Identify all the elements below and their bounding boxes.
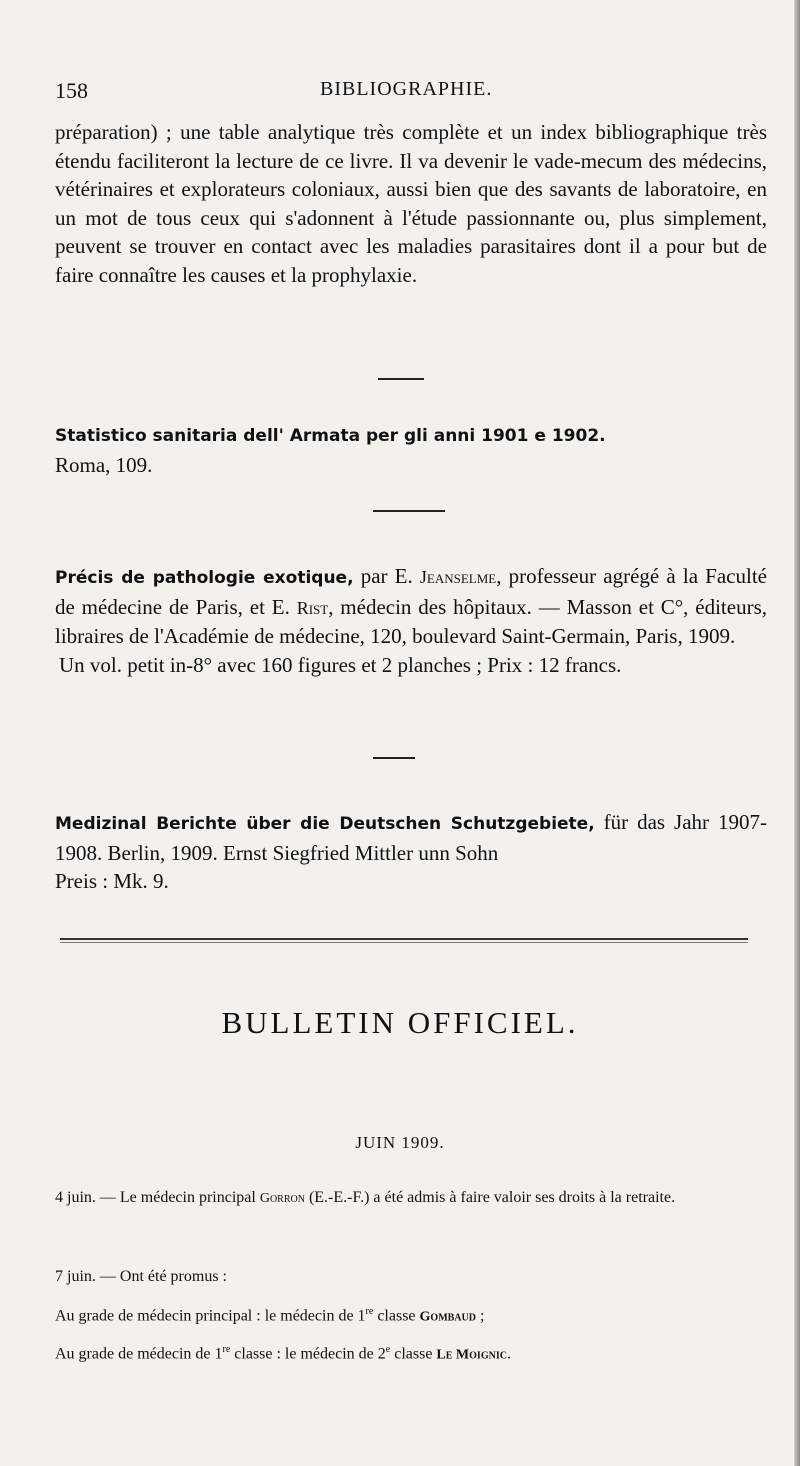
author-name: Jeanselme (419, 567, 497, 587)
person-name: Le Moignic (436, 1347, 507, 1363)
page-header (55, 78, 760, 108)
entry-precis (55, 562, 767, 679)
ordinal-sup: re (222, 1344, 231, 1355)
promotion-2 (55, 1339, 767, 1366)
entry-title: Précis de pathologie exotique, (55, 568, 354, 588)
entry-text: für das Jahr 1907-1908. Berlin, 1909. Ernst Siegfried Mittler unn Sohn (55, 810, 767, 865)
page-edge-shadow (794, 0, 800, 1466)
entry-title: Statistico sanitaria dell' Armata per gli anni 1901 e 1902. (55, 426, 606, 446)
bulletin-item-1 (55, 1187, 767, 1210)
promotion-1 (55, 1301, 767, 1328)
promotion-text: Au grade de médecin de 1 (55, 1345, 223, 1363)
punctuation: ; (475, 1307, 485, 1325)
entry-medizinal (55, 808, 767, 896)
entry-details: Roma, 109. (55, 452, 153, 477)
item-date: 4 juin. (55, 1189, 96, 1206)
ordinal-sup: e (385, 1344, 391, 1355)
bulletin-title: BULLETIN OFFICIEL. (221, 1005, 579, 1040)
item-date: 7 juin. (55, 1268, 96, 1285)
ordinal-sup: re (365, 1306, 374, 1317)
bulletin-month: JUIN 1909. (355, 1133, 445, 1152)
entry-by: par E. (353, 564, 420, 588)
intro-paragraph: préparation) ; une table analytique très complète et un index bibliographique très étendu faciliteront la lecture de ce livre. Il va devenir le vade-mecum des médecins, vétérinaires et explorateurs coloniaux, aussi bien que des savants de laboratoire, en un mot de tous ceux qui s'adonnent à l'étude passionnante ou, plus simplement, peuvent se trouver en contact avec les maladies parasitaires dont il a pour but de faire connaître les causes et la prophylaxie. (55, 120, 767, 287)
promotion-text: classe (390, 1345, 437, 1363)
person-name: Gombaud (419, 1309, 476, 1325)
running-head: BIBLIOGRAPHIE. (320, 78, 493, 100)
entry-title: Medizinal Berichte über die Deutschen Schutzgebiete, (55, 814, 595, 834)
item-text: (E.-E.-F.) a été admis à faire valoir ses droits à la retraite. (304, 1189, 676, 1206)
entry-text: , médecin des hôpitaux. — Masson et C°, éditeurs, libraires de l'Académie de médecine, 120, boulevard Saint-Germain, Paris, 1909. (55, 594, 767, 648)
item-text: — Ont été promus : (95, 1268, 227, 1285)
section-divider (373, 510, 445, 512)
person-name: Gorron (259, 1191, 305, 1206)
promotion-text: Au grade de médecin principal : le médecin de 1 (55, 1307, 366, 1325)
page-number: 158 (55, 78, 88, 103)
promotion-text: classe (373, 1307, 420, 1325)
entry-price: Preis : Mk. 9. (55, 869, 169, 893)
section-divider (378, 378, 424, 380)
entry-statistico (55, 420, 767, 479)
section-divider (373, 757, 415, 759)
entry-text: , professeur agrégé à la Faculté de médecine de Paris, et E. (55, 564, 767, 619)
promotion-text: classe : le médecin de 2 (230, 1345, 386, 1363)
author-name: Rist (296, 597, 329, 618)
section-rule (60, 938, 748, 943)
punctuation: . (506, 1345, 511, 1363)
entry-details: Un vol. petit in-8° avec 160 figures et 2 planches ; Prix : 12 francs. (59, 652, 622, 677)
bulletin-item-2 (55, 1266, 767, 1288)
item-text: — Le médecin principal (95, 1189, 260, 1206)
